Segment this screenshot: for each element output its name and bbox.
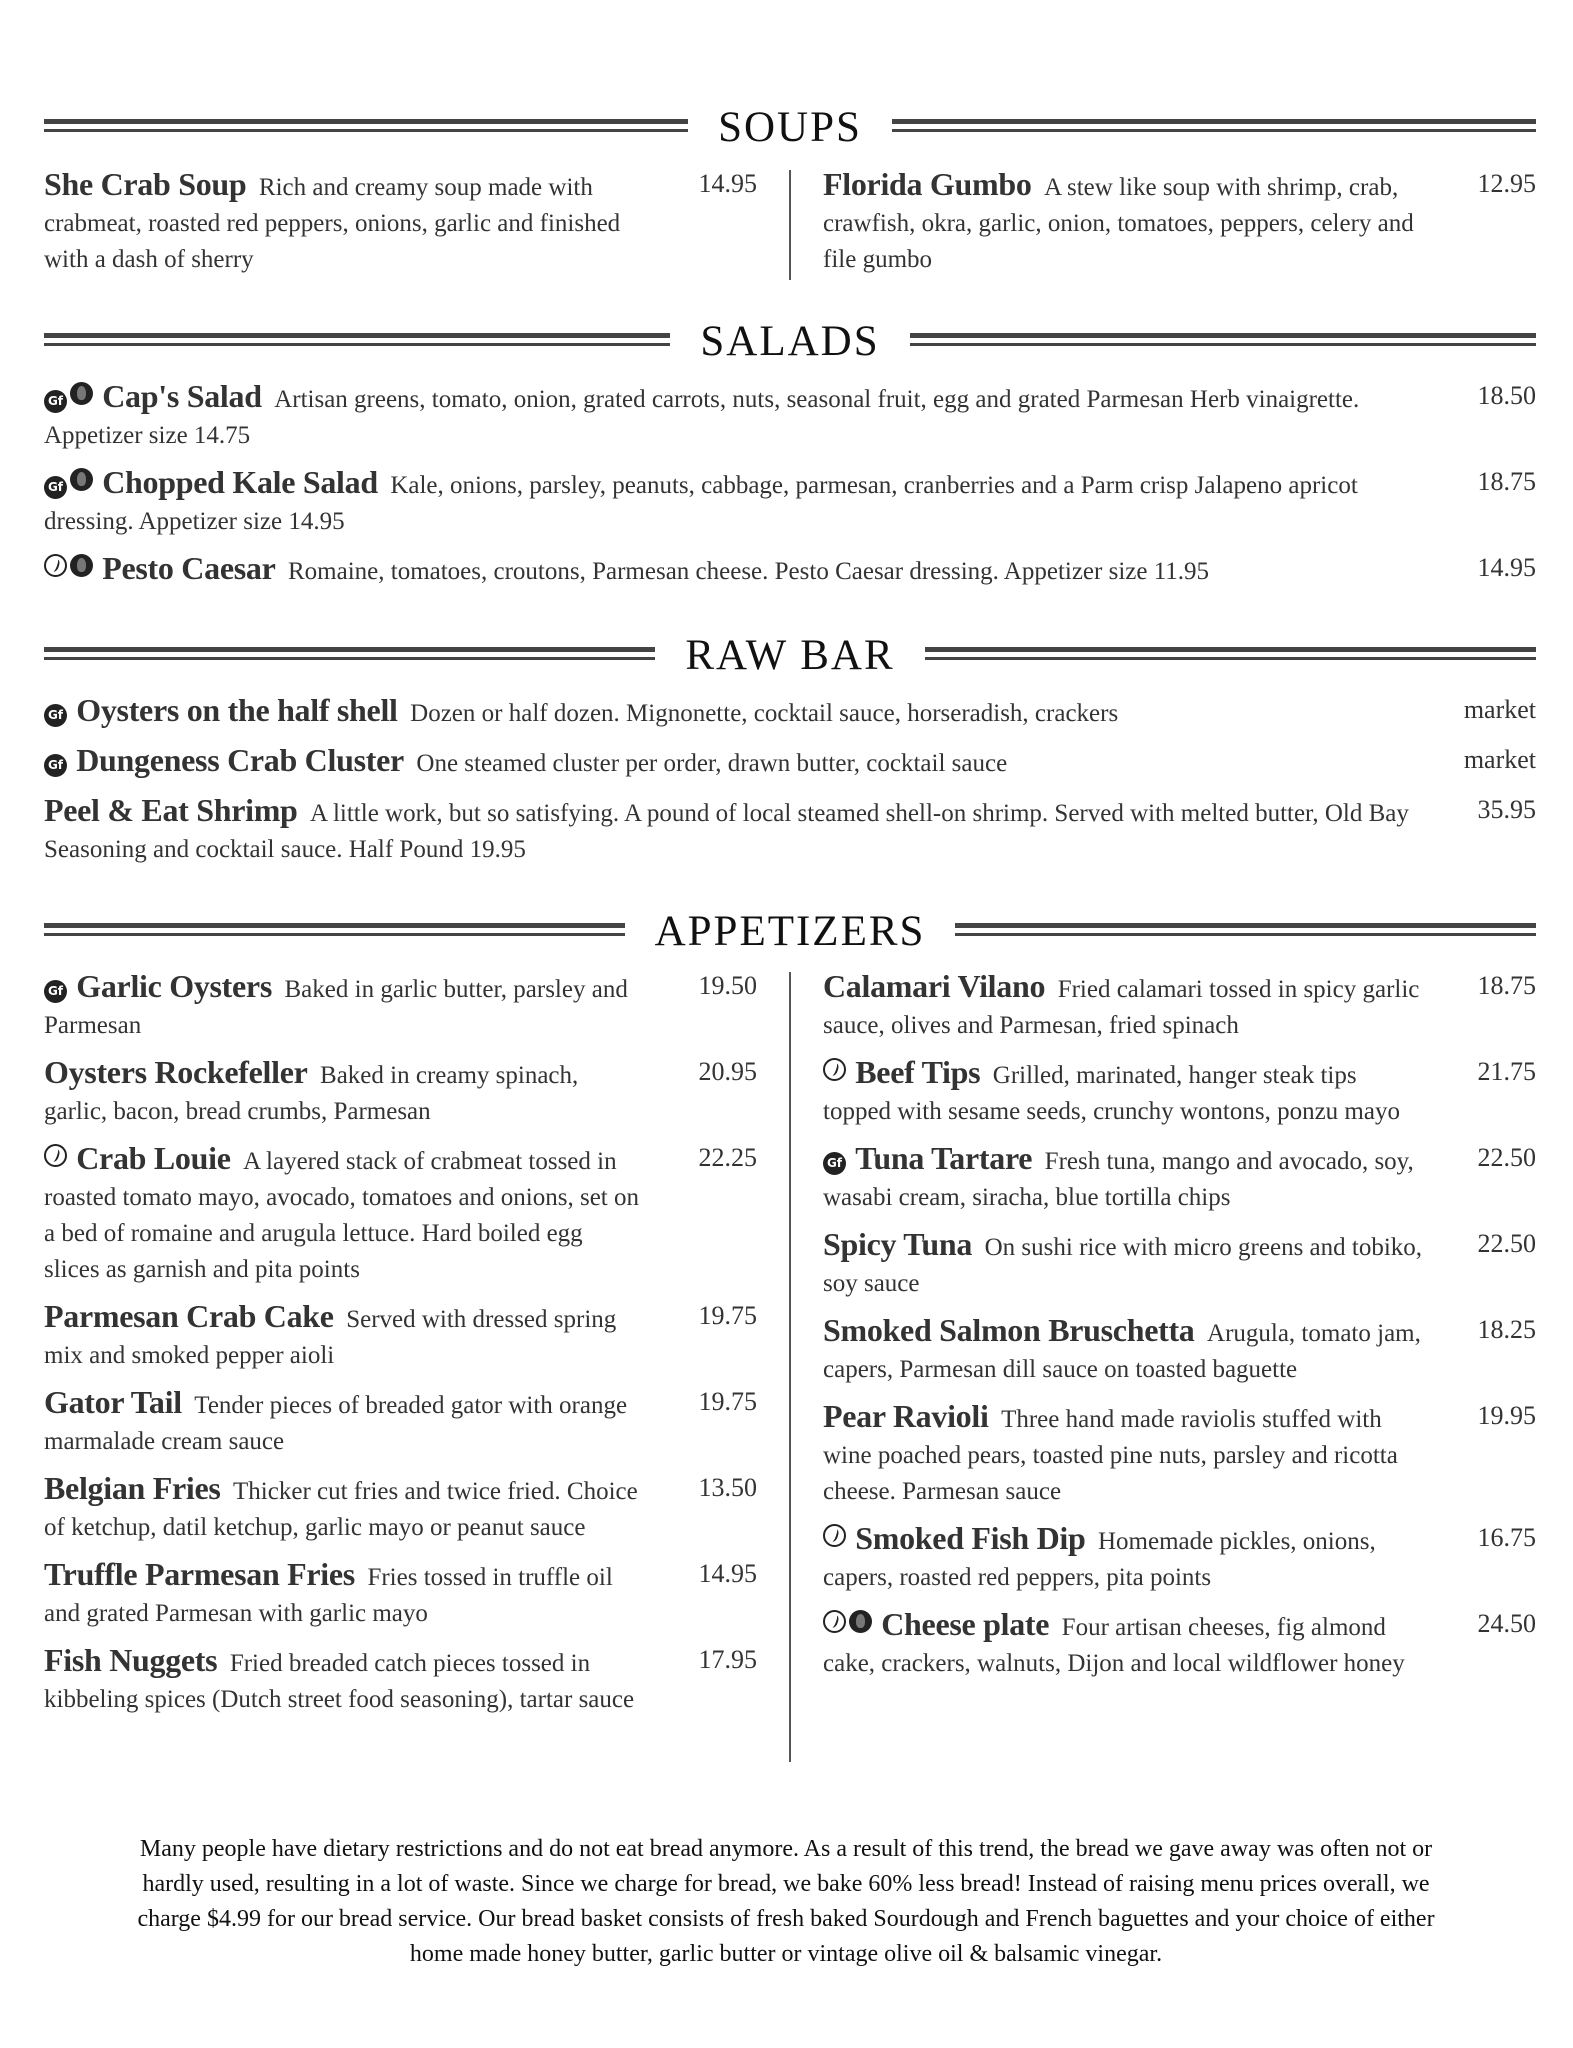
- menu-item-description: Artisan greens, tomato, onion, grated carrots, nuts, seasonal fruit, egg and grated Parmesan Herb vinaigrette. Appetizer size 14.75: [44, 386, 1360, 449]
- menu-item-body: [823, 968, 1423, 1044]
- header-rule-left: [44, 333, 670, 350]
- left-column: [44, 968, 757, 1728]
- menu-item-description: Served with dressed spring mix and smoked pepper aioli: [44, 1306, 617, 1369]
- menu-item-name: Chopped Kale Salad: [102, 464, 378, 500]
- menu-item-description: A layered stack of crabmeat tossed in roasted tomato mayo, avocado, tomatoes and onions, set on a bed of romaine and arugula lettuce. Hard boiled egg slices as garnish and pita points: [44, 1148, 640, 1283]
- menu-item-name: Crab Louie: [76, 1140, 231, 1176]
- menu-item-price: 19.95: [1477, 1401, 1536, 1430]
- menu-item-name: Pesto Caesar: [102, 550, 276, 586]
- menu-item-price: market: [1463, 695, 1536, 724]
- menu-item: [44, 1642, 757, 1718]
- menu-item: [823, 166, 1536, 278]
- menu-item: [44, 464, 1536, 540]
- raw-bar-list: [44, 692, 1536, 868]
- menu-item-description: Grilled, marinated, hanger steak tips topped with sesame seeds, crunchy wontons, ponzu mayo: [823, 1062, 1400, 1125]
- menu-item: [823, 968, 1536, 1044]
- menu-item-description: Arugula, tomato jam, capers, Parmesan dill sauce on toasted baguette: [823, 1320, 1421, 1383]
- menu-item-body: [44, 166, 644, 278]
- menu-item-price: 16.75: [1477, 1523, 1536, 1552]
- menu-item-body: [44, 742, 1414, 782]
- menu-item-description: Four artisan cheeses, fig almond cake, crackers, walnuts, Dijon and local wildflower honey: [823, 1614, 1405, 1677]
- vegetarian-icon: [44, 1144, 67, 1167]
- shellfish-icon: [849, 1610, 872, 1633]
- gluten-free-icon: Gf: [44, 754, 67, 777]
- menu-item-description: Fried calamari tossed in spicy garlic sauce, olives and Parmesan, fried spinach: [823, 976, 1420, 1039]
- menu-item-price: 18.75: [1477, 467, 1536, 496]
- section-title: SOUPS: [718, 103, 862, 151]
- menu-item-name: Gator Tail: [44, 1384, 182, 1420]
- menu-item: [44, 378, 1536, 454]
- section-header: [44, 104, 1536, 150]
- vegetarian-icon: [823, 1610, 846, 1633]
- menu-item-price: 19.75: [698, 1301, 757, 1330]
- section-header: [44, 318, 1536, 364]
- gluten-free-icon: Gf: [44, 704, 67, 727]
- menu-item: [44, 968, 757, 1044]
- menu-item-name: Belgian Fries: [44, 1470, 221, 1506]
- column-divider: [789, 170, 791, 280]
- menu-item-description: Baked in creamy spinach, garlic, bacon, bread crumbs, Parmesan: [44, 1062, 579, 1125]
- menu-item-name: Truffle Parmesan Fries: [44, 1556, 355, 1592]
- header-rule-right: [892, 119, 1536, 136]
- menu-item-body: [44, 1384, 644, 1460]
- header-rule-left: [44, 923, 625, 940]
- menu-item: [44, 550, 1536, 590]
- menu-item-price: 18.25: [1477, 1315, 1536, 1344]
- menu-item-body: [44, 792, 1414, 868]
- menu-item-description: On sushi rice with micro greens and tobiko, soy sauce: [823, 1234, 1423, 1297]
- menu-item: [823, 1606, 1536, 1682]
- two-column-list: [44, 968, 1536, 1728]
- menu-item: [44, 792, 1536, 868]
- menu-item: [823, 1226, 1536, 1302]
- menu-page: [44, 104, 1536, 1728]
- menu-item-price: 35.95: [1477, 795, 1536, 824]
- menu-item-name: Tuna Tartare: [855, 1140, 1033, 1176]
- two-column-list: [44, 166, 1536, 288]
- header-rule-right: [910, 333, 1536, 350]
- menu-item: [823, 1312, 1536, 1388]
- right-column: [823, 968, 1536, 1728]
- vegetarian-icon: [823, 1524, 846, 1547]
- menu-item-body: [44, 692, 1414, 732]
- bread-note: Many people have dietary restrictions and do not eat bread anymore. As a result of this trend, the bread we gave away was often not or hardly used, resulting in a lot of waste. Since we charge for bread, we bake 60% less bread! Instead of raising menu prices overall, we charge $4.99 for our bread service. Our bread basket consists of fresh baked Sourdough and French baguettes and your choice of either home made honey butter, garlic butter or vintage olive oil & balsamic vinegar.: [137, 1836, 1435, 1967]
- menu-item-name: Oysters on the half shell: [76, 692, 398, 728]
- vegetarian-icon: [44, 554, 67, 577]
- right-column: [823, 166, 1536, 288]
- menu-item: [44, 1556, 757, 1632]
- menu-item: [44, 1298, 757, 1374]
- menu-item-body: [823, 1226, 1423, 1302]
- menu-item-price: 22.50: [1477, 1229, 1536, 1258]
- header-rule-left: [44, 647, 655, 664]
- menu-item-description: Rich and creamy soup made with crabmeat, roasted red peppers, onions, garlic and finished with a dash of sherry: [44, 174, 621, 273]
- menu-item-body: [44, 1054, 644, 1130]
- menu-item-description: Fried breaded catch pieces tossed in kibbeling spices (Dutch street food seasoning), tartar sauce: [44, 1650, 635, 1713]
- menu-item-body: [823, 1520, 1423, 1596]
- menu-item-name: Smoked Salmon Bruschetta: [823, 1312, 1195, 1348]
- menu-item-name: Cheese plate: [881, 1606, 1050, 1642]
- soups-section: [44, 104, 1536, 288]
- menu-item-price: 22.50: [1477, 1143, 1536, 1172]
- menu-item-description: Fresh tuna, mango and avocado, soy, wasabi cream, siracha, blue tortilla chips: [823, 1148, 1414, 1211]
- shellfish-icon: [70, 554, 93, 577]
- menu-item-name: Calamari Vilano: [823, 968, 1046, 1004]
- menu-item-body: [44, 464, 1414, 540]
- menu-item-body: [44, 968, 644, 1044]
- menu-item-price: 18.50: [1477, 381, 1536, 410]
- menu-item-name: She Crab Soup: [44, 166, 247, 202]
- menu-item-body: [44, 1298, 644, 1374]
- menu-item-name: Smoked Fish Dip: [855, 1520, 1086, 1556]
- menu-item-price: 14.95: [698, 1559, 757, 1588]
- menu-item-description: Baked in garlic butter, parsley and Parmesan: [44, 976, 628, 1039]
- vegetarian-icon: [823, 1058, 846, 1081]
- menu-item: [44, 166, 757, 278]
- menu-item-description: A little work, but so satisfying. A pound of local steamed shell-on shrimp. Served with melted butter, Old Bay Seasoning and cocktail sauce. Half Pound 19.95: [44, 800, 1409, 863]
- menu-item-description: Romaine, tomatoes, croutons, Parmesan cheese. Pesto Caesar dressing. Appetizer size 11.95: [287, 558, 1210, 585]
- menu-item-body: [823, 1054, 1423, 1130]
- menu-item-name: Pear Ravioli: [823, 1398, 989, 1434]
- menu-item-price: market: [1463, 745, 1536, 774]
- menu-item-body: [44, 1470, 644, 1546]
- menu-item-name: Florida Gumbo: [823, 166, 1032, 202]
- menu-item: [44, 1384, 757, 1460]
- menu-item: [823, 1054, 1536, 1130]
- menu-item-price: 19.50: [698, 971, 757, 1000]
- menu-item: [823, 1140, 1536, 1216]
- gluten-free-icon: Gf: [44, 390, 67, 413]
- menu-item-name: Garlic Oysters: [76, 968, 272, 1004]
- menu-item-description: Thicker cut fries and twice fried. Choice of ketchup, datil ketchup, garlic mayo or peanut sauce: [44, 1478, 638, 1541]
- menu-item-body: [823, 166, 1423, 278]
- menu-item-price: 17.95: [698, 1645, 757, 1674]
- menu-item-body: [44, 1642, 644, 1718]
- menu-item-body: [44, 1556, 644, 1632]
- menu-item-body: [823, 1312, 1423, 1388]
- menu-item-body: [823, 1606, 1423, 1682]
- menu-item-name: Dungeness Crab Cluster: [76, 742, 404, 778]
- menu-item-body: [44, 378, 1414, 454]
- menu-item: [44, 1054, 757, 1130]
- gluten-free-icon: Gf: [44, 980, 67, 1003]
- menu-item-body: [823, 1398, 1423, 1510]
- menu-item-price: 14.95: [1477, 553, 1536, 582]
- section-header: [44, 632, 1536, 678]
- menu-item-price: 18.75: [1477, 971, 1536, 1000]
- section-title: APPETIZERS: [654, 907, 926, 955]
- menu-item-body: [823, 1140, 1423, 1216]
- salads-section: [44, 318, 1536, 590]
- header-rule-right: [925, 647, 1536, 664]
- menu-item-description: Dozen or half dozen. Mignonette, cocktail sauce, horseradish, crackers: [410, 700, 1119, 727]
- menu-item-price: 13.50: [698, 1473, 757, 1502]
- appetizers-section: [44, 908, 1536, 1728]
- menu-item-price: 19.75: [698, 1387, 757, 1416]
- menu-item-name: Cap's Salad: [102, 378, 262, 414]
- header-rule-right: [955, 923, 1536, 940]
- header-rule-left: [44, 119, 688, 136]
- shellfish-icon: [70, 468, 93, 491]
- menu-item-body: [44, 550, 1414, 590]
- menu-item-price: 12.95: [1477, 169, 1536, 198]
- salads-list: [44, 378, 1536, 590]
- menu-item: [823, 1398, 1536, 1510]
- menu-item-description: Homemade pickles, onions, capers, roasted red peppers, pita points: [823, 1528, 1376, 1591]
- menu-item-name: Peel & Eat Shrimp: [44, 792, 298, 828]
- menu-item: [44, 1140, 757, 1288]
- menu-item: [44, 692, 1536, 732]
- menu-item-name: Oysters Rockefeller: [44, 1054, 308, 1090]
- menu-item-price: 24.50: [1477, 1609, 1536, 1638]
- menu-item-description: Tender pieces of breaded gator with orange marmalade cream sauce: [44, 1392, 628, 1455]
- gluten-free-icon: Gf: [44, 476, 67, 499]
- section-title: RAW BAR: [685, 631, 895, 679]
- raw-bar-section: [44, 632, 1536, 868]
- section-header: [44, 908, 1536, 954]
- menu-item-price: 21.75: [1477, 1057, 1536, 1086]
- gluten-free-icon: Gf: [823, 1152, 846, 1175]
- menu-item-description: Fries tossed in truffle oil and grated Parmesan with garlic mayo: [44, 1564, 613, 1627]
- menu-item-body: [44, 1140, 644, 1288]
- menu-item-name: Beef Tips: [855, 1054, 981, 1090]
- menu-item-name: Fish Nuggets: [44, 1642, 218, 1678]
- menu-item: [44, 742, 1536, 782]
- menu-item-description: Kale, onions, parsley, peanuts, cabbage, parmesan, cranberries and a Parm crisp Jalapeno apricot dressing. Appetizer size 14.95: [44, 472, 1358, 535]
- menu-item-description: A stew like soup with shrimp, crab, crawfish, okra, garlic, onion, tomatoes, peppers, celery and file gumbo: [823, 174, 1414, 273]
- menu-item-name: Spicy Tuna: [823, 1226, 973, 1262]
- shellfish-icon: [70, 382, 93, 405]
- menu-item-price: 22.25: [698, 1143, 757, 1172]
- menu-item: [44, 1470, 757, 1546]
- menu-item: [823, 1520, 1536, 1596]
- left-column: [44, 166, 757, 288]
- menu-item-description: Three hand made raviolis stuffed with wine poached pears, toasted pine nuts, parsley and ricotta cheese. Parmesan sauce: [823, 1406, 1398, 1505]
- section-title: SALADS: [700, 317, 880, 365]
- menu-item-price: 20.95: [698, 1057, 757, 1086]
- menu-item-description: One steamed cluster per order, drawn butter, cocktail sauce: [416, 750, 1008, 777]
- column-divider: [789, 972, 791, 1762]
- menu-item-name: Parmesan Crab Cake: [44, 1298, 334, 1334]
- menu-item-price: 14.95: [698, 169, 757, 198]
